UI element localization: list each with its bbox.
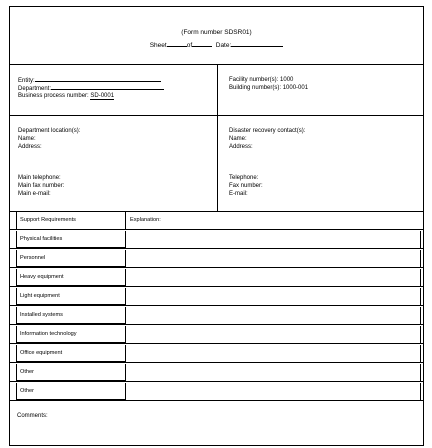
requirements-header-row (10, 212, 423, 230)
fax-label: Fax number: (229, 183, 263, 189)
requirement-label: Heavy equipment (20, 274, 64, 280)
name-label: Name: (18, 136, 36, 142)
requirement-label-cell (16, 288, 126, 305)
entity-field[interactable] (35, 76, 161, 82)
telephone-label: Telephone: (229, 175, 259, 181)
date-field[interactable] (231, 40, 283, 47)
dr-name-label: Name: (229, 136, 247, 142)
email-label: E-mail: (229, 191, 248, 197)
entity-label: Entity: (18, 78, 35, 84)
table-row (10, 269, 423, 287)
sheet-number-field[interactable] (167, 40, 187, 47)
date-label: Date: (215, 42, 232, 49)
table-row (10, 231, 423, 249)
main-telephone-label: Main telephone: (18, 175, 61, 181)
facility-label: Facility number(s): (229, 77, 279, 83)
table-row (10, 364, 423, 382)
dr-address-label: Address: (229, 144, 253, 150)
support-requirements-label: Support Requirements (20, 217, 76, 223)
sheet-label: Sheet (149, 42, 167, 49)
requirement-label-cell (16, 326, 126, 343)
sheet-total-field[interactable] (192, 40, 212, 47)
requirement-label: Installed systems (20, 312, 63, 318)
requirement-label-cell (16, 383, 126, 400)
section-divider (217, 65, 218, 115)
requirement-explanation-field[interactable] (126, 269, 421, 286)
dept-location-label: Department location(s): (18, 128, 81, 134)
requirement-label-cell (16, 345, 126, 362)
requirement-explanation-field[interactable] (126, 345, 421, 362)
requirement-explanation-field[interactable] (126, 288, 421, 305)
requirement-label: Other (20, 388, 34, 394)
address-label: Address: (18, 144, 42, 150)
form-header (10, 7, 423, 65)
requirement-label: Information technology (20, 331, 77, 337)
requirement-label: Light equipment (20, 293, 60, 299)
department-field[interactable] (51, 84, 164, 90)
requirement-label: Physical facilities (20, 236, 63, 242)
comments-label: Comments: (17, 413, 48, 419)
requirement-label: Other (20, 369, 34, 375)
requirement-label-cell (16, 269, 126, 286)
department-label: Department: (18, 86, 52, 92)
requirement-explanation-field[interactable] (126, 250, 421, 267)
requirement-label-cell (16, 231, 126, 248)
table-row (10, 307, 423, 325)
comments-section[interactable] (10, 409, 423, 445)
dr-contact-label: Disaster recovery contact(s): (229, 128, 306, 134)
main-email-label: Main e-mail: (18, 191, 51, 197)
requirement-explanation-field[interactable] (126, 364, 421, 381)
table-row (10, 345, 423, 363)
explanation-header-cell (126, 212, 421, 230)
business-process-row (18, 92, 114, 100)
building-row (229, 84, 308, 92)
building-label: Building number(s): (229, 85, 282, 91)
section-divider (217, 116, 218, 211)
requirement-explanation-field[interactable] (126, 326, 421, 343)
requirement-explanation-field[interactable] (126, 383, 421, 400)
requirement-label: Office equipment (20, 350, 63, 356)
requirement-label: Personnel (20, 255, 46, 261)
building-value: 1000-001 (282, 85, 309, 91)
requirement-explanation-field[interactable] (126, 231, 421, 248)
explanation-label: Explanation: (130, 217, 161, 223)
facility-row (229, 76, 293, 84)
location-section (10, 116, 423, 212)
requirement-label-cell (16, 307, 126, 324)
requirement-explanation-field[interactable] (126, 307, 421, 324)
entity-section (10, 65, 423, 116)
business-process-value: SD-0001 (90, 93, 115, 99)
table-row (10, 326, 423, 344)
business-process-label: Business process number: (18, 93, 89, 99)
table-row (10, 250, 423, 268)
main-fax-label: Main fax number: (18, 183, 65, 189)
requirements-header-cell (16, 212, 126, 230)
requirement-label-cell (16, 364, 126, 381)
facility-value: 1000 (280, 77, 294, 83)
table-row (10, 288, 423, 306)
disaster-recovery-form (9, 6, 424, 446)
form-number: (Form number SDSR01) (181, 29, 252, 36)
of-label: of (186, 42, 193, 49)
table-row (10, 383, 423, 401)
sheet-date-line (10, 40, 423, 49)
requirement-label-cell (16, 250, 126, 267)
